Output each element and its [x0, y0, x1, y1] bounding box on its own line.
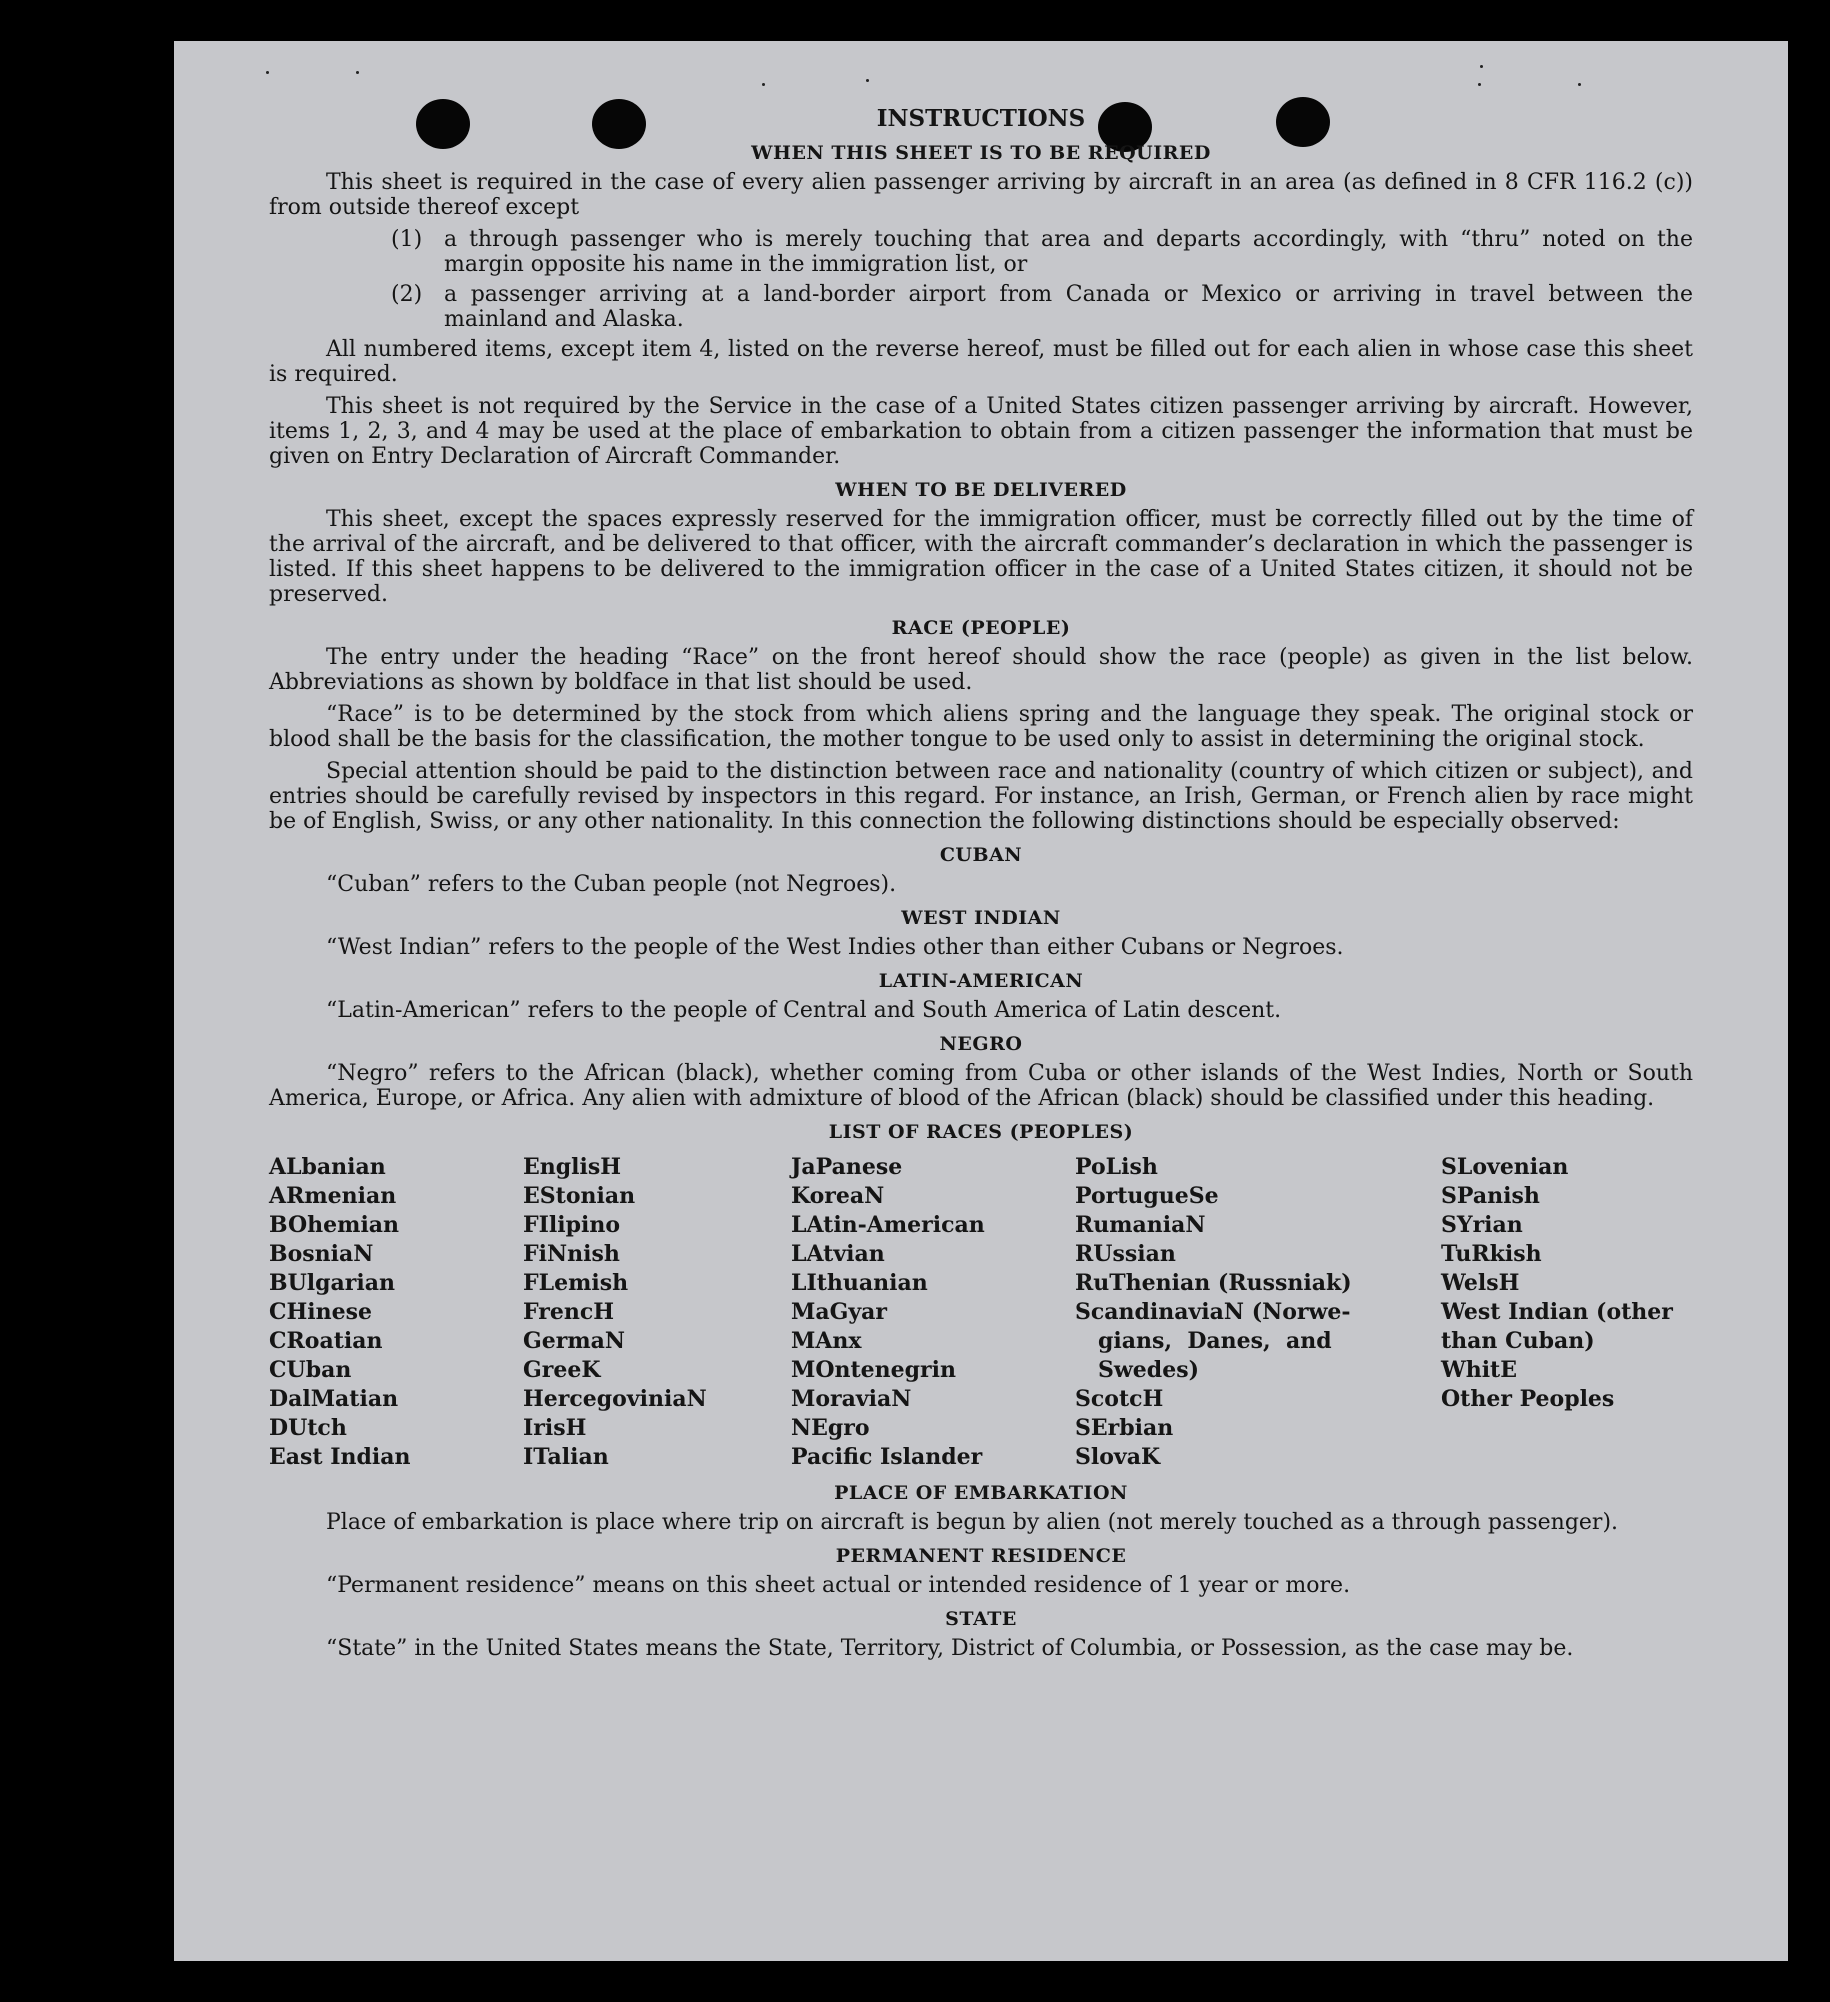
section-heading-latin-american: LATIN-AMERICAN — [878, 970, 1084, 992]
negro-text: “Negro” refers to the African (black), whether coming from Cuba or other islands of the West Indies, North or South America, Europe, or Africa. Any alien with admixture of blood of the African (black) should be classified under this heading. — [269, 1061, 1693, 1111]
section-heading-required: WHEN THIS SHEET IS TO BE REQUIRED — [751, 142, 1211, 164]
section-heading-cuban: CUBAN — [939, 844, 1023, 866]
race-entry: Other Peoples — [1441, 1386, 1615, 1412]
race-entry: EnglisH — [523, 1154, 622, 1180]
section-heading-residence: PERMANENT RESIDENCE — [835, 1545, 1127, 1567]
embarkation-text: Place of embarkation is place where trip on aircraft is begun by alien (not merely touched as a through passenger). — [326, 1510, 1619, 1535]
race-entry: SErbian — [1075, 1415, 1174, 1441]
section-heading-negro: NEGRO — [939, 1033, 1023, 1055]
section-heading-delivered: WHEN TO BE DELIVERED — [835, 479, 1127, 501]
race-entry: CHinese — [269, 1299, 373, 1325]
race-paragraph: The entry under the heading “Race” on the front hereof should show the race (people) as given in the list below. Abbreviations as shown by boldface in that list should be used. — [269, 645, 1693, 695]
speck — [866, 79, 869, 82]
race-entry: RuThenian (Russniak) — [1075, 1270, 1352, 1296]
item-text: a through passenger who is merely touching that area and departs accordingly, with “thru” noted on the margin opposite his name in the immigration list, or — [444, 227, 1693, 277]
speck — [762, 83, 765, 86]
race-entry: SlovaK — [1075, 1444, 1161, 1470]
race-entry: WhitE — [1441, 1357, 1517, 1383]
race-entry: PoLish — [1075, 1154, 1158, 1180]
section-heading-list-of-races: LIST OF RACES (PEOPLES) — [828, 1121, 1134, 1143]
race-entry: TuRkish — [1441, 1241, 1542, 1267]
race-entry: CUban — [269, 1357, 352, 1383]
speck — [356, 71, 359, 74]
race-entry: Pacific Islander — [791, 1444, 983, 1470]
race-entry: BUlgarian — [269, 1270, 395, 1296]
speck — [1478, 83, 1481, 86]
race-entry: SYrian — [1441, 1212, 1523, 1238]
document-page — [174, 41, 1788, 1961]
delivered-text: This sheet, except the spaces expressly reserved for the immigration officer, must be correctly filled out by the time of the arrival of the aircraft, and be delivered to that officer, with the aircraft commander’s declaration in which the passenger is listed. If this sheet happens to be delivered to the immigration officer in the case of a United States citizen, it should not be preserved. — [269, 507, 1693, 607]
race-entry: NEgro — [791, 1415, 870, 1441]
race-entry: ALbanian — [269, 1154, 386, 1180]
numbered-item — [269, 282, 1693, 332]
race-entry: ARmenian — [269, 1183, 397, 1209]
race-entry: MAnx — [791, 1328, 862, 1354]
race-entry: HercegoviniaN — [523, 1386, 707, 1412]
race-entry: RUssian — [1075, 1241, 1176, 1267]
race-entry: EStonian — [523, 1183, 636, 1209]
cuban-text: “Cuban” refers to the Cuban people (not Negroes). — [326, 872, 897, 897]
race-entry: MaGyar — [791, 1299, 888, 1325]
race-entry: West Indian (other — [1441, 1299, 1673, 1325]
race-entry: ITalian — [523, 1444, 609, 1470]
speck — [1578, 83, 1581, 86]
race-paragraph: Special attention should be paid to the distinction between race and nationality (country of which citizen or subject), and entries should be carefully revised by inspectors in this regard. For instance, an Irish, German, or French alien by race might be of English, Swiss, or any other nationality. In this connection the following distinctions should be especially observed: — [269, 759, 1693, 834]
race-entry: MOntenegrin — [791, 1357, 956, 1383]
race-entry: DUtch — [269, 1415, 347, 1441]
latin-american-text: “Latin-American” refers to the people of Central and South America of Latin descent. — [326, 998, 1282, 1023]
races-column — [1441, 1153, 1693, 1472]
race-entry: BOhemian — [269, 1212, 400, 1238]
section-heading-west-indian: WEST INDIAN — [901, 907, 1061, 929]
race-entry: MoraviaN — [791, 1386, 912, 1412]
race-entry: FLemish — [523, 1270, 629, 1296]
race-entry: BosniaN — [269, 1241, 374, 1267]
race-entry: GermaN — [523, 1328, 626, 1354]
state-text: “State” in the United States means the State, Territory, District of Columbia, or Possession, as the case may be. — [326, 1636, 1574, 1661]
item-number: (2) — [391, 282, 423, 307]
west-indian-text: “West Indian” refers to the people of the West Indies other than either Cubans or Negroes. — [326, 935, 1344, 960]
race-entry: FiNnish — [523, 1241, 620, 1267]
item-number: (1) — [391, 227, 423, 252]
race-entry: IrisH — [523, 1415, 587, 1441]
race-entry: FIlipino — [523, 1212, 621, 1238]
instructions-body — [269, 101, 1693, 1668]
speck — [1480, 65, 1483, 68]
races-column — [523, 1153, 791, 1472]
race-entry: DalMatian — [269, 1386, 399, 1412]
race-entry: WelsH — [1441, 1270, 1520, 1296]
race-entry: LIthuanian — [791, 1270, 928, 1296]
races-column — [791, 1153, 1075, 1472]
race-entry: than Cuban) — [1441, 1328, 1595, 1354]
numbered-item — [269, 227, 1693, 277]
section-heading-state: STATE — [945, 1608, 1017, 1630]
item-text: a passenger arriving at a land-border airport from Canada or Mexico or arriving in travel between the mainland and Alaska. — [444, 282, 1693, 332]
section-heading-embarkation: PLACE OF EMBARKATION — [834, 1482, 1128, 1504]
race-entry: SPanish — [1441, 1183, 1540, 1209]
race-entry: KoreaN — [791, 1183, 885, 1209]
race-paragraph: “Race” is to be determined by the stock from which aliens spring and the language they speak. The original stock or blood shall be the basis for the classification, the mother tongue to be used only to assist in determining the original stock. — [269, 702, 1693, 752]
section-heading-race: RACE (PEOPLE) — [891, 617, 1071, 639]
race-entry: LAtvian — [791, 1241, 885, 1267]
races-column — [1075, 1153, 1441, 1472]
required-intro: This sheet is required in the case of every alien passenger arriving by aircraft in an area (as defined in 8 CFR 116.2 (c)) from outside thereof except — [269, 170, 1693, 220]
race-entry: gians, Danes, and — [1075, 1328, 1332, 1354]
race-entry: PortugueSe — [1075, 1183, 1219, 1209]
race-entry: GreeK — [523, 1357, 601, 1383]
residence-text: “Permanent residence” means on this sheet actual or intended residence of 1 year or more. — [326, 1573, 1351, 1598]
races-list — [269, 1153, 1693, 1472]
race-entry: CRoatian — [269, 1328, 383, 1354]
speck — [266, 71, 269, 74]
required-paragraph: All numbered items, except item 4, listed on the reverse hereof, must be filled out for each alien in whose case this sheet is required. — [269, 337, 1693, 387]
race-entry: SLovenian — [1441, 1154, 1569, 1180]
races-column — [269, 1153, 523, 1472]
race-entry: RumaniaN — [1075, 1212, 1206, 1238]
race-entry: FrencH — [523, 1299, 614, 1325]
race-entry: Swedes) — [1075, 1357, 1199, 1383]
race-entry: ScandinaviaN (Norwe- — [1075, 1299, 1351, 1325]
race-entry: JaPanese — [791, 1154, 903, 1180]
race-entry: ScotcH — [1075, 1386, 1164, 1412]
race-entry: East Indian — [269, 1444, 411, 1470]
page-title: INSTRUCTIONS — [876, 105, 1086, 132]
race-entry: LAtin-American — [791, 1212, 985, 1238]
required-paragraph: This sheet is not required by the Service in the case of a United States citizen passenger arriving by aircraft. However, items 1, 2, 3, and 4 may be used at the place of embarkation to obtain from a citizen passenger the information that must be given on Entry Declaration of Aircraft Commander. — [269, 394, 1693, 469]
